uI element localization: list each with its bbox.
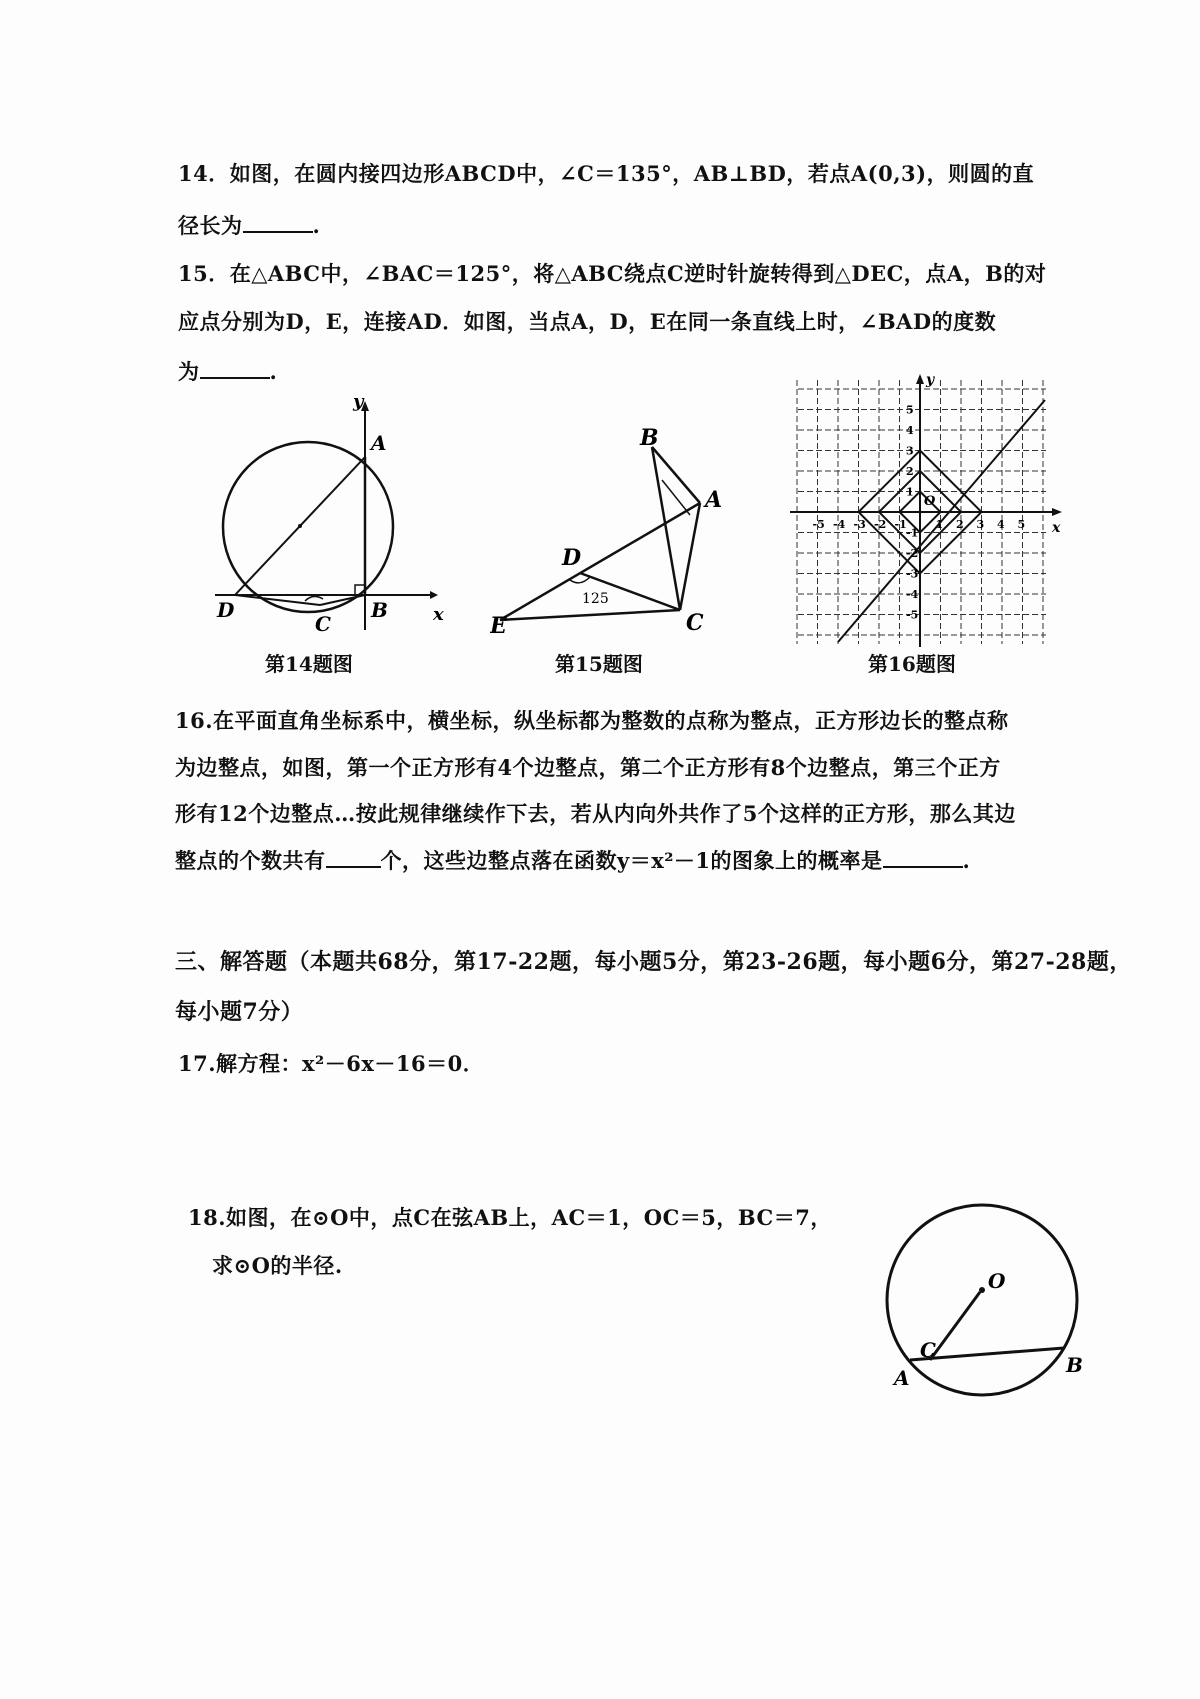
- fig16-x-tick-label: 4: [997, 518, 1005, 531]
- q15-line3: 为 .: [178, 359, 278, 384]
- fig16-y-tick-label: 4: [906, 424, 914, 437]
- fig16-y-tick-label: -1: [906, 526, 919, 540]
- fig16-x-tick-label: 5: [1017, 518, 1026, 531]
- fig16-label-y: y: [926, 372, 935, 388]
- fig16-x-tick-label: -3: [853, 518, 866, 531]
- q14-answer-blank[interactable]: [243, 231, 313, 233]
- fig18-circle: [887, 1205, 1077, 1395]
- fig18-label-C: C: [920, 1338, 936, 1362]
- fig16-x-tick-label: -2: [874, 518, 887, 531]
- q15-line2: 应点分别为D，E，连接AD．如图，当点A，D，E在同一条直线上时，∠BAD的度数: [178, 309, 997, 334]
- fig14-caption: 第14题图: [265, 652, 353, 676]
- q16-line4: 整点的个数共有 个，这些边整点落在函数y＝x²－1的图象上的概率是 .: [175, 848, 971, 873]
- fig16-label-x: x: [1052, 520, 1061, 536]
- q16-line1: 16.在平面直角坐标系中，横坐标，纵坐标都为整数的点称为整点，正方形边长的整点称: [175, 708, 1009, 733]
- fig15-label-B: B: [640, 425, 659, 451]
- fig15-caption: 第15题图: [555, 652, 643, 676]
- q16-count-blank[interactable]: [326, 866, 381, 868]
- fig18-label-O: O: [988, 1269, 1006, 1293]
- fig16-x-tick-label: -5: [812, 518, 825, 531]
- fig16-y-tick-label: -2: [906, 547, 919, 560]
- fig16-x-tick-label: 2: [956, 518, 964, 531]
- fig15-label-C: C: [686, 610, 704, 635]
- q18-line1: 18.如图，在⊙O中，点C在弦AB上，AC＝1，OC＝5，BC＝7，: [188, 1205, 832, 1230]
- fig14-label-x: x: [433, 604, 444, 625]
- fig15-segment-AC: [680, 503, 700, 610]
- fig16-caption: 第16题图: [868, 652, 956, 676]
- fig15-label-D: D: [562, 545, 582, 571]
- fig16-y-tick-label: -3: [906, 567, 919, 581]
- fig14-circle: [223, 442, 393, 612]
- q14-line1: 14．如图，在圆内接四边形ABCD中，∠C＝135°，AB⊥BD，若点A(0,3)，则圆的直: [178, 161, 1035, 186]
- q18-line2: 求⊙O的半径.: [212, 1253, 343, 1278]
- fig15-angle-note: 125: [582, 591, 609, 607]
- fig14-label-y: y: [353, 395, 364, 412]
- section3-title-cont: 每小题7分）: [175, 999, 304, 1025]
- fig14-label-D: D: [217, 598, 235, 622]
- fig16-x-tick-label: -4: [833, 518, 846, 531]
- figure-15: [490, 425, 730, 635]
- fig18-segment-OC: [930, 1292, 980, 1360]
- fig16-y-tick-label: -4: [906, 588, 919, 601]
- q15-answer-blank[interactable]: [200, 377, 270, 379]
- q15-line1: 15．在△ABC中，∠BAC＝125°，将△ABC绕点C逆时针旋转得到△DEC，点A，B的对: [178, 261, 1047, 286]
- figure-14: [205, 395, 445, 635]
- fig16-y-tick-label: 1: [906, 485, 914, 499]
- fig15-label-E: E: [490, 613, 507, 635]
- q14-line2: 径长为 .: [178, 213, 321, 238]
- fig15-label-A: A: [705, 487, 723, 513]
- fig16-y-tick-label: 2: [906, 465, 914, 478]
- fig16-y-tick-label: -5: [906, 608, 919, 622]
- figure-18: [870, 1200, 1100, 1410]
- q16-probability-blank[interactable]: [883, 866, 963, 868]
- fig18-label-B: B: [1066, 1353, 1083, 1377]
- fig18-label-A: A: [894, 1366, 910, 1390]
- fig16-x-tick-label: 3: [976, 518, 985, 531]
- q16-line3: 形有12个边整点…按此规律继续作下去，若从内向外共作了5个这样的正方形，那么其边: [175, 801, 1016, 826]
- q17-text: 17.解方程：x²－6x－16＝0．: [178, 1051, 485, 1076]
- fig16-x-tick-label: -1: [894, 518, 907, 531]
- fig14-label-A: A: [371, 431, 387, 455]
- q16-line2: 为边整点，如图，第一个正方形有4个边整点，第二个正方形有8个边整点，第三个正方: [175, 755, 1001, 780]
- fig16-y-tick-label: 3: [906, 444, 914, 458]
- figure-16: [790, 372, 1065, 650]
- fig16-x-tick-label: 1: [935, 518, 944, 531]
- section3-title: 三、解答题（本题共68分，第17-22题，每小题5分，第23-26题，每小题6分，第27-28题，: [175, 949, 1132, 975]
- fig16-label-O: O: [924, 494, 936, 509]
- fig16-y-tick-label: 5: [906, 403, 914, 417]
- fig15-segment-EC: [500, 610, 680, 620]
- fig14-label-B: B: [371, 598, 388, 622]
- fig14-label-C: C: [315, 612, 331, 635]
